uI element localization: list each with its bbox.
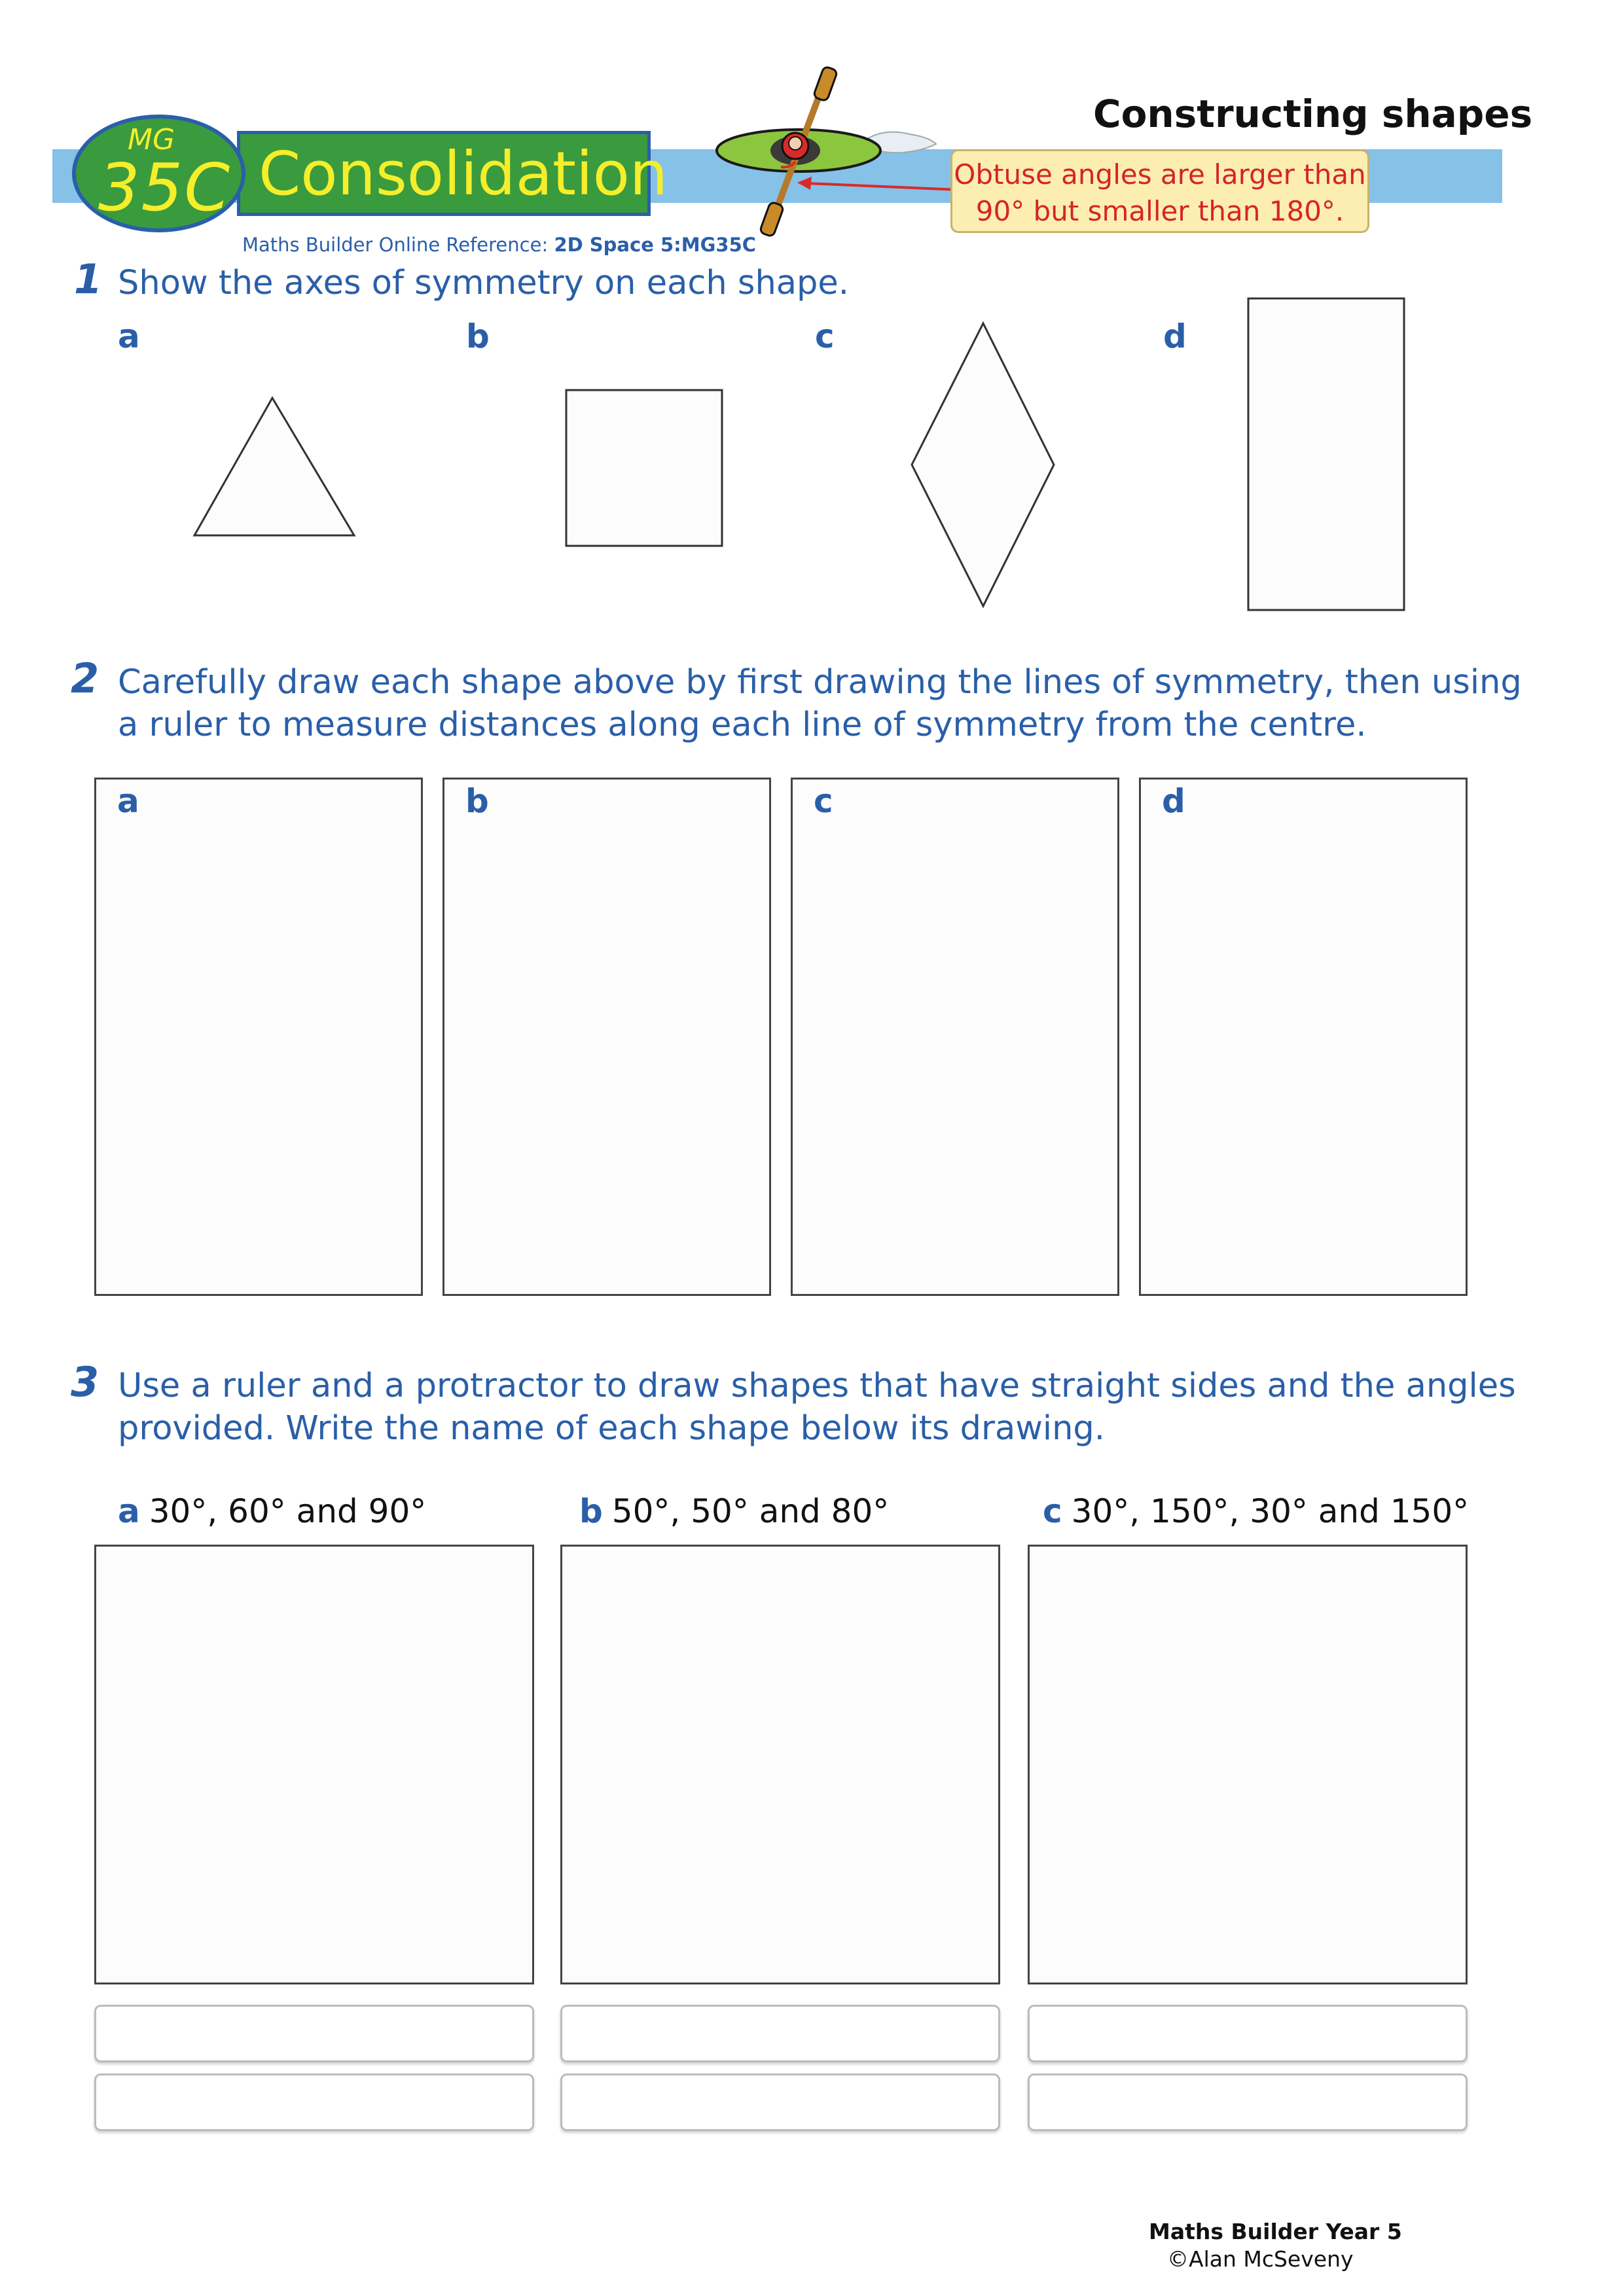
footer-copyright: ©Alan McSeveny	[1167, 2246, 1354, 2272]
q3-drawing-area-b[interactable]	[560, 1545, 1000, 1984]
shape-rectangle	[1248, 298, 1404, 610]
shape-triangle	[194, 398, 354, 535]
q3-angles-a: 30°, 60° and 90°	[149, 1492, 427, 1530]
q2-drawing-area-a[interactable]	[94, 778, 423, 1296]
q2-drawing-area-d[interactable]	[1139, 778, 1468, 1296]
shape-square	[566, 390, 722, 546]
q2-label-c: c	[814, 782, 833, 820]
q1-label-b: b	[466, 317, 490, 355]
q3-drawing-area-a[interactable]	[94, 1545, 534, 1984]
q1-shapes	[0, 0, 1624, 628]
q3-angles-c: 30°, 150°, 30° and 150°	[1071, 1492, 1470, 1530]
q3-answer-b-line-1[interactable]	[560, 2005, 1000, 2062]
q2-label-d: d	[1162, 782, 1185, 820]
tip-line-2: 90° but smaller than 180°.	[975, 195, 1344, 227]
q3-answer-a-line-1[interactable]	[94, 2005, 534, 2062]
q1-label-a: a	[118, 317, 140, 355]
shape-rhombus	[912, 323, 1054, 606]
q2-drawing-area-c[interactable]	[791, 778, 1119, 1296]
section-title: Consolidation	[259, 139, 668, 209]
question-1-number: 1	[74, 255, 103, 303]
q1-label-c: c	[815, 317, 835, 355]
question-3-line-1: Use a ruler and a protractor to draw shapes that have straight sides and the angles	[118, 1367, 1516, 1405]
q3-angles-b: 50°, 50° and 80°	[611, 1492, 890, 1530]
q3-label-b: b	[579, 1492, 603, 1530]
q2-label-b: b	[465, 782, 489, 820]
tip-line-1: Obtuse angles are larger than	[954, 158, 1366, 190]
q3-drawing-area-c[interactable]	[1028, 1545, 1468, 1984]
q3-answer-a-line-2[interactable]	[94, 2073, 534, 2131]
question-1-text: Show the axes of symmetry on each shape.	[118, 264, 850, 302]
q2-drawing-area-b[interactable]	[442, 778, 771, 1296]
q3-answer-b-line-2[interactable]	[560, 2073, 1000, 2131]
question-3-line-2: provided. Write the name of each shape below its drawing.	[118, 1409, 1105, 1448]
page-title: Constructing shapes	[1093, 92, 1533, 136]
reference-prefix: Maths Builder Online Reference:	[242, 234, 554, 256]
q3-item-b-heading	[579, 1492, 889, 1530]
q3-item-a-heading	[118, 1492, 426, 1530]
badge-strand: MG	[128, 123, 175, 156]
question-2-number: 2	[71, 655, 99, 702]
question-2-line-2: a ruler to measure distances along each line of symmetry from the centre.	[118, 706, 1367, 744]
badge-number: 35C	[98, 149, 232, 226]
q3-answer-c-line-2[interactable]	[1028, 2073, 1468, 2131]
q2-label-a: a	[117, 782, 139, 820]
q3-item-c-heading	[1043, 1492, 1469, 1530]
reference-code: 2D Space 5:MG35C	[554, 234, 757, 256]
question-3-number: 3	[71, 1358, 99, 1406]
footer-book-title: Maths Builder Year 5	[1149, 2219, 1402, 2244]
q3-label-a: a	[118, 1492, 140, 1530]
question-2-line-1: Carefully draw each shape above by first drawing the lines of symmetry, then using	[118, 663, 1522, 702]
q3-answer-c-line-1[interactable]	[1028, 2005, 1468, 2062]
q1-label-d: d	[1163, 317, 1187, 355]
q3-label-c: c	[1043, 1492, 1062, 1530]
